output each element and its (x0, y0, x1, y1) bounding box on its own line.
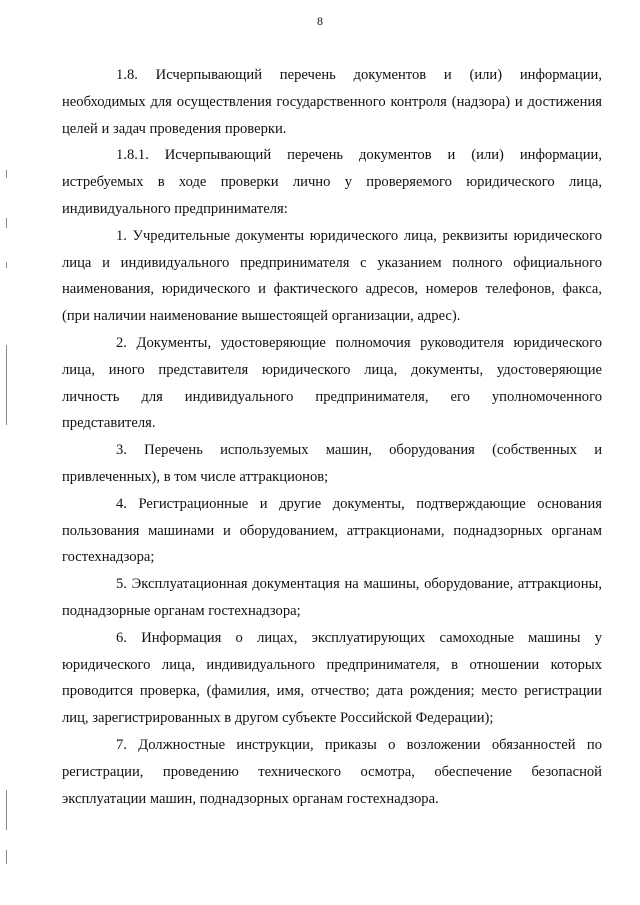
list-item-5: 5. Эксплуатационная документация на машины, оборудование, аттракционы, поднадзорные органам гостехнадзора; (62, 576, 602, 619)
page-number: 8 (317, 14, 323, 28)
list-item-6: 6. Информация о лицах, эксплуатирующих самоходные машины у юридического лица, индивидуального предпринимателя, в отношении которых проводится проверка, (фамилия, имя, отчество; дата рождения; место регистрации лиц, зарегистрированных в другом субъекте Российской Федерации); (62, 629, 602, 727)
binding-margin-marks (6, 0, 10, 905)
document-body (62, 62, 602, 812)
list-item-2: 2. Документы, удостоверяющие полномочия руководителя юридического лица, иного представителя юридического лица, документы, удостоверяющие личность для индивидуального предпринимателя, его уполномоченного представителя. (62, 334, 602, 432)
list-item-7: 7. Должностные инструкции, приказы о возложении обязанностей по регистрации, проведению технического осмотра, обеспечение безопасной эксплуатации машин, поднадзорных органам гостехнадзора. (62, 736, 602, 807)
list-item-4: 4. Регистрационные и другие документы, подтверждающие основания пользования машинами и оборудованием, аттракционами, поднадзорных органам гостехнадзора; (62, 495, 602, 566)
paragraph-1-8: 1.8. Исчерпывающий перечень документов и (или) информации, необходимых для осуществления государственного контроля (надзора) и достижения целей и задач проведения проверки. (62, 67, 602, 137)
list-item-3: 3. Перечень используемых машин, оборудования (собственных и привлеченных), в том числе аттракционов; (62, 442, 602, 485)
list-item-1: 1. Учредительные документы юридического лица, реквизиты юридического лица и индивидуального предпринимателя с указанием полного официального наименования, юридического и фактического адресов, номеров телефонов, факса, (при наличии наименование вышестоящей организации, адрес). (62, 227, 602, 325)
paragraph-1-8-1: 1.8.1. Исчерпывающий перечень документов и (или) информации, истребуемых в ходе проверки лично у проверяемого юридического лица, индивидуального предпринимателя: (62, 147, 602, 217)
